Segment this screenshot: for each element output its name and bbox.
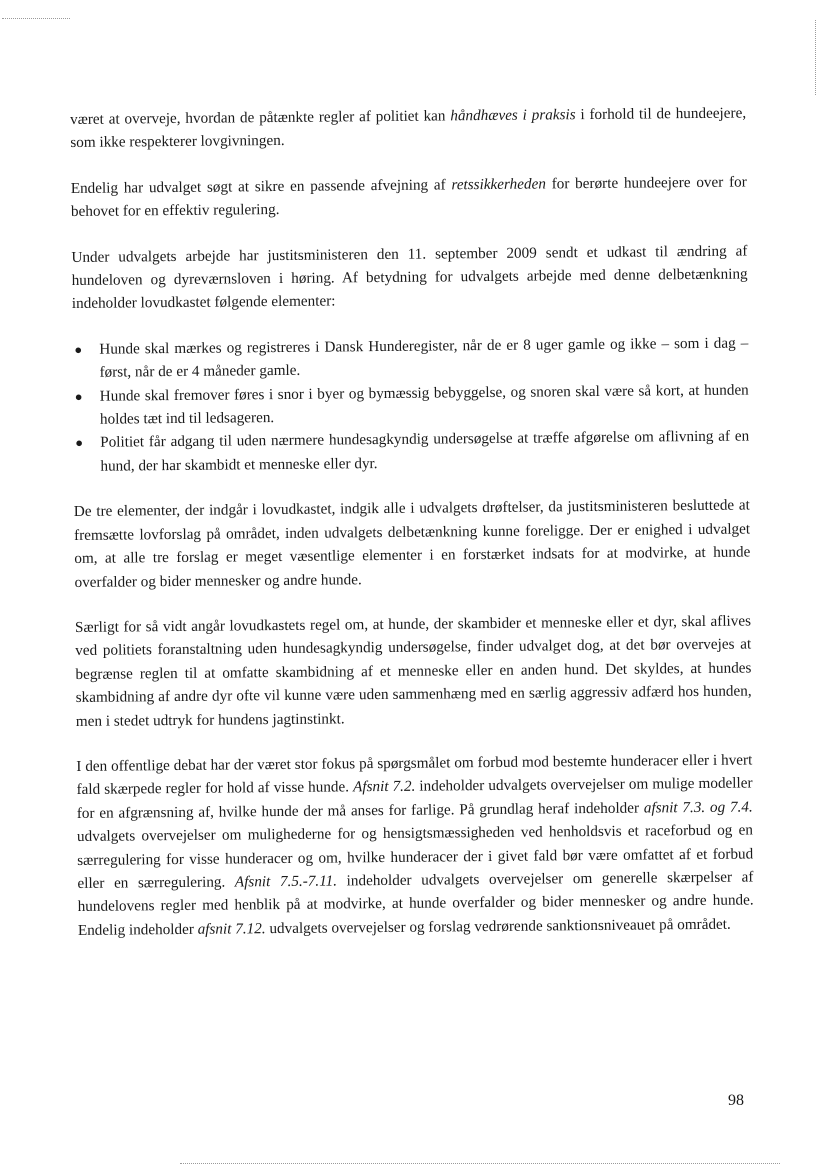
page-number: 98 [728,1092,744,1109]
paragraph-6-sentence-5: udvalgets overvejelser og forslag vedrørende sanktionsniveauet på området. [265,915,731,937]
paragraph-2-emphasis: retssikkerheden [451,175,546,194]
section-reference: afsnit 7.12. [197,919,266,938]
scan-artifact-right [815,20,816,95]
section-reference: afsnit 7.3. og 7.4. [643,798,753,817]
paragraph-2-text-b: for berørte hundeejere over for behovet for en effektiv regulering. [70,173,747,221]
list-item [72,331,748,384]
bullet-list [72,331,749,478]
list-item-text: Hunde skal mærkes og registreres i Dansk Hunderegister, når de er 8 uger gamle og ikke – som i dag – først, når de er 4 måneder gamle. [99,334,749,381]
section-reference: Afsnit 7.5.-7.11. [234,872,338,891]
scan-artifact-bottom [180,1163,780,1164]
list-item-text: Hunde skal fremover føres i snor i byer og bymæssig bebyggelse, og snoren skal være så kort, at hunden holdes tæt ind til ledsageren. [99,381,749,428]
paragraph-1-text-a: været at overveje, hvordan de påtænkte regler af politiet kan [70,107,451,128]
list-item-text: Politiet får adgang til uden nærmere hundesagkyndig undersøgelse at træffe afgørelse om aflivning af en hund, der har skambidt et menneske eller dyr. [100,427,750,475]
paragraph-6 [76,748,754,942]
paragraph-6-sentence-2: indeholder udvalgets overvejelser om mulige modeller for en afgrænsning af, hvilke hunde der må anses for farlige. På grundlag heraf indeholder [76,774,753,822]
paragraph-2-text-a: Endelig har udvalget søgt at sikre en passende afvejning af [70,176,452,197]
paragraph-6-sentence-1: I den offentlige debat har der været stor fokus på spørgsmålet om forbud mod bestemte hunderacer eller i hvert fald skærpede regler for hold af visse hunde. [76,751,753,799]
paragraph-4: De tre elementer, der indgår i lovudkastet, indgik alle i udvalgets drøftelser, da justitsministeren besluttede at fremsætte lovforslag på området, inden udvalgets delbetænkning kunne foreligge. Der er enighed i udvalget om, at alle tre forslag er meget væsentlige elementer i en forstærket indsats for at modvirke, at hunde overfalder og bider mennesker og andre hunde. [73,496,751,591]
paragraph-1 [70,102,746,155]
paragraph-5: Særligt for så vidt angår lovudkastets regel om, at hunde, der skambider et menneske eller et dyr, skal aflives ved politiets foranstaltning uden hundesagkyndig undersøgelse, finder udvalget dog, at det bør overvejes at begrænse reglen til at omfatte skambidning af et menneske eller en anden hund. Det skyldes, at hundes skambidning af andre dyr ofte vil kunne være uden sammenhæng med en særlig aggressiv adfærd hos hunden, men i stedet udtryk for hundens jagtinstinkt. [74,612,752,730]
paragraph-3: Under udvalgets arbejde har justitsministeren den 11. september 2009 sendt et udkast til ændring af hundeloven og dyreværnsloven i høring. Af betydning for udvalgets arbejde med denne delbetænkning indeholder lovudkastet følgende elementer: [71,242,748,313]
paragraph-1-text-b: i forhold til de hundeejere, som ikke respekterer lovgivningen. [70,104,747,152]
scan-artifact-top [2,18,70,19]
list-item [73,378,749,431]
paragraph-6-sentence-3: udvalgets overvejelser om mulighederne for og hensigtsmæssigheden ved henholdsvis et raceforbud og en særregulering for visse hunderacer og om, hvilke hunderacer der i givet fald bør være omfattet af et forbud eller en særregulering. [76,821,754,892]
body-text [70,102,754,943]
section-reference: Afsnit 7.2. [352,778,416,796]
paragraph-6-sentence-4: indeholder udvalgets overvejelser om generelle skærpelser af hundelovens regler med henblik på at modvirke, at hunde overfalder og bider mennesker og andre hunde. Endelig indeholder [77,868,754,939]
paragraph-1-emphasis: håndhæves i praksis [450,106,576,125]
bullet-icon: ● [75,435,84,451]
bullet-icon: ● [74,388,83,404]
list-item [73,425,749,478]
paragraph-2 [71,170,747,223]
bullet-icon: ● [74,341,83,357]
